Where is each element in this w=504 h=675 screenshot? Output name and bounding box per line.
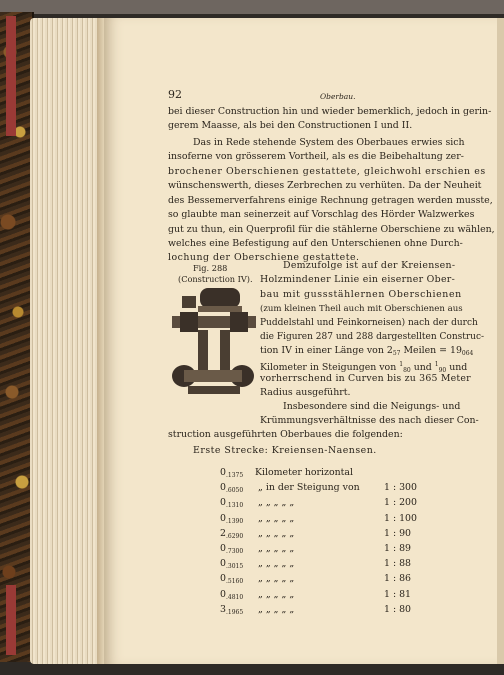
text-line: des Bessemerverfahrens einige Rechnung getragen werden musste, bbox=[168, 195, 493, 206]
table-text: „ „ „ „ „ bbox=[258, 603, 295, 615]
table-km: $0_{.7300}$ bbox=[220, 543, 244, 555]
text-line: Demzufolge ist auf der Kreiensen- bbox=[283, 260, 456, 271]
and-word: und bbox=[413, 362, 432, 374]
length-prefix: tion IV in einer Länge von 2 bbox=[260, 345, 393, 356]
figure-label: Fig. 288 bbox=[193, 263, 228, 273]
table-ratio: 1 : 80 bbox=[384, 603, 412, 615]
base-bar-shape bbox=[184, 370, 242, 382]
fraction-denominator: 80 bbox=[403, 367, 411, 375]
text-line: gerem Maasse, als bei den Constructionen I und II. bbox=[168, 120, 413, 131]
table-text: „ in der Steigung von bbox=[258, 482, 360, 494]
text-line: vorherrschend in Curven bis zu 365 Meter bbox=[260, 373, 471, 384]
table-ratio: 1 : 86 bbox=[384, 573, 412, 585]
text-line: brochener Oberschienen gestattete, gleichwohl erschien es bbox=[168, 166, 486, 177]
text-line: welches eine Befestigung auf den Unterschienen ohne Durch- bbox=[168, 238, 463, 249]
table-ratio: 1 : 90 bbox=[384, 527, 412, 539]
text-line: gut zu thun, ein Querprofil für die stählerne Oberschiene zu wählen, bbox=[168, 224, 495, 235]
running-title: Oberbau. bbox=[320, 92, 356, 101]
table-km: $0_{.1310}$ bbox=[220, 497, 244, 510]
text-line: insoferne von grösserem Vortheil, als es die Beibehaltung zer- bbox=[168, 151, 464, 162]
table-text: „ „ „ „ „ bbox=[258, 512, 295, 524]
table-text: Kilometer horizontal bbox=[255, 467, 353, 478]
table-text: „ „ „ „ „ bbox=[258, 558, 295, 570]
bolt-nut-left bbox=[182, 296, 196, 308]
table-text: „ „ „ „ „ bbox=[258, 497, 295, 509]
table-text: „ „ „ „ „ bbox=[258, 527, 295, 539]
table-text: „ „ „ „ „ bbox=[258, 573, 295, 585]
clamp-left-shape bbox=[180, 312, 198, 332]
section-heading: Erste Strecke: Kreiensen-Naensen. bbox=[193, 445, 377, 456]
table-text: „ „ „ „ „ bbox=[258, 543, 295, 554]
text-line: Holzmindener Linie ein eiserner Ober- bbox=[260, 274, 456, 285]
miles-text: Meilen = 19 bbox=[403, 345, 462, 356]
rail-cross-section-figure bbox=[170, 286, 258, 404]
text-line: Insbesondere sind die Neigungs- und bbox=[283, 401, 461, 412]
text-line: wünschenswerth, dieses Zerbrechen zu verhüten. Da der Neuheit bbox=[168, 180, 482, 191]
cover-leather-corner-top bbox=[6, 16, 16, 136]
miles-subscript: 064 bbox=[461, 350, 474, 357]
cover-leather-corner-bottom bbox=[6, 585, 16, 655]
table-ratio: 1 : 89 bbox=[384, 543, 412, 554]
table-ratio: 1 : 81 bbox=[384, 588, 412, 600]
text-line: (zum kleinen Theil auch mit Oberschienen aus bbox=[260, 304, 463, 314]
text-line: so glaubte man seinerzeit auf Vorschlag des Hörder Walzwerkes bbox=[168, 209, 475, 220]
text-line: lochung der Oberschiene gestattete. bbox=[168, 252, 360, 263]
rail-flange-shape bbox=[198, 306, 242, 312]
text-line: Puddelstahl und Feinkorneisen) nach der durch bbox=[260, 318, 478, 328]
fraction-numerator: 1 bbox=[434, 361, 439, 368]
page-number: 92 bbox=[168, 88, 182, 101]
table-ratio: 1 : 88 bbox=[384, 558, 412, 570]
table-ratio: 1 : 200 bbox=[384, 497, 417, 509]
page-right-edge bbox=[497, 18, 504, 664]
table-km: $0_{.3015}$ bbox=[220, 558, 244, 571]
fraction-numerator: 1 bbox=[399, 361, 404, 368]
length-subscript: 57 bbox=[392, 350, 401, 357]
table-ratio: 1 : 300 bbox=[384, 482, 417, 494]
text-line: Krümmungsverhältnisse des nach dieser Con- bbox=[260, 415, 479, 426]
text-line: bei dieser Construction hin und wieder bemerklich, jedoch in gerin- bbox=[168, 106, 492, 117]
table-km: $2_{.6290}$ bbox=[220, 527, 244, 540]
table-text: „ „ „ „ „ bbox=[258, 588, 295, 600]
text-line: Das in Rede stehende System des Oberbaues erwies sich bbox=[193, 137, 465, 148]
table-km: $0_{.5160}$ bbox=[220, 573, 244, 586]
text-line: die Figuren 287 und 288 dargestellten Construc- bbox=[260, 332, 485, 342]
text-line-length bbox=[260, 345, 473, 360]
text-line: bau mit gussstählernen Oberschienen bbox=[260, 289, 462, 300]
rail-head-shape bbox=[200, 288, 240, 308]
table-ratio: 1 : 100 bbox=[384, 512, 417, 524]
table-km: $0_{.1375}$ bbox=[220, 467, 244, 479]
text-line: struction ausgeführten Oberbaues die folgenden: bbox=[168, 429, 403, 440]
fraction-denominator: 90 bbox=[438, 367, 447, 375]
table-km: $0_{.6050}$ bbox=[220, 482, 244, 495]
clamp-right-shape bbox=[230, 312, 248, 332]
sole-plate-shape bbox=[188, 386, 240, 394]
table-km: $3_{.1965}$ bbox=[220, 603, 244, 616]
gradient-prefix: Kilometer in Steigungen von bbox=[260, 362, 397, 374]
background-top bbox=[0, 0, 504, 14]
table-km: $0_{.4810}$ bbox=[220, 588, 244, 601]
table-km: $0_{.1390}$ bbox=[220, 512, 244, 525]
text-line: Radius ausgeführt. bbox=[260, 387, 351, 398]
and-word: und bbox=[449, 362, 468, 374]
figure-caption: (Construction IV). bbox=[178, 274, 253, 284]
